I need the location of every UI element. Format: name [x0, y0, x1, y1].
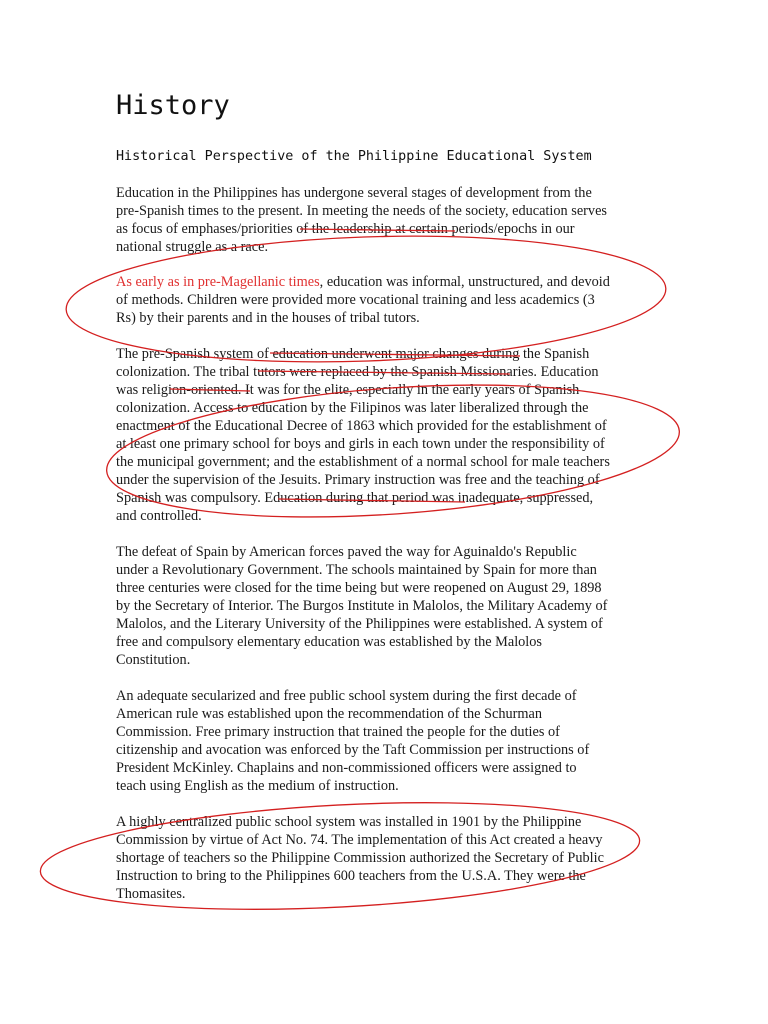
- paragraph-thomasites: [116, 813, 656, 903]
- paragraph-revolutionary: [116, 543, 656, 669]
- paragraph-spanish-era: [116, 345, 656, 525]
- text-line: A highly centralized public school system was installed in 1901 by the Philippine: [116, 814, 582, 830]
- text-line: Constitution.: [116, 652, 191, 668]
- page-title: History: [116, 90, 230, 121]
- paragraph-pre-magellanic: [116, 273, 656, 327]
- text-line: Spanish was compulsory. Education during that period was inadequate, suppressed,: [116, 490, 594, 506]
- text-line: Commission by virtue of Act No. 74. The implementation of this Act created a heavy: [116, 832, 603, 848]
- highlighted-phrase: As early as in pre-Magellanic times: [116, 274, 320, 290]
- text-line: Instruction to bring to the Philippines 600 teachers from the U.S.A. They were the: [116, 868, 586, 884]
- text-line: free and compulsory elementary education was established by the Malolos: [116, 634, 542, 650]
- text-line: of methods. Children were provided more vocational training and less academics (3: [116, 292, 595, 308]
- text-line: national struggle as a race.: [116, 239, 269, 255]
- text-line: Commission. Free primary instruction that trained the people for the duties of: [116, 724, 560, 740]
- text-line: enactment of the Educational Decree of 1863 which provided for the establishment of: [116, 418, 607, 434]
- text-line: by the Secretary of Interior. The Burgos Institute in Malolos, the Military Academy of: [116, 598, 608, 614]
- text-line: teach using English as the medium of instruction.: [116, 778, 399, 794]
- text-line: the municipal government; and the establishment of a normal school for male teachers: [116, 454, 610, 470]
- text-line: President McKinley. Chaplains and non-commissioned officers were assigned to: [116, 760, 577, 776]
- text-line: The pre-Spanish system of education underwent major changes during the Spanish: [116, 346, 590, 362]
- text-line: as focus of emphases/priorities of the leadership at certain periods/epochs in our: [116, 221, 575, 237]
- text-line: shortage of teachers so the Philippine Commission authorized the Secretary of Public: [116, 850, 604, 866]
- text-line: citizenship and avocation was enforced by the Taft Commission per instructions of: [116, 742, 590, 758]
- text-line: The defeat of Spain by American forces paved the way for Aguinaldo's Republic: [116, 544, 577, 560]
- text-line: under the supervision of the Jesuits. Primary instruction was free and the teaching of: [116, 472, 600, 488]
- text-line: American rule was established upon the recommendation of the Schurman: [116, 706, 542, 722]
- paragraph-intro: [116, 184, 656, 256]
- text-line: An adequate secularized and free public school system during the first decade of: [116, 688, 577, 704]
- text-line: was religion-oriented. It was for the elite, especially in the early years of Spanish: [116, 382, 580, 398]
- text-line-rest: , education was informal, unstructured, and devoid: [319, 274, 610, 290]
- text-line: at least one primary school for boys and girls in each town under the responsibility of: [116, 436, 605, 452]
- text-line: Thomasites.: [116, 886, 186, 902]
- paragraph-american-rule: [116, 687, 656, 795]
- text-line: [116, 273, 656, 291]
- text-line: under a Revolutionary Government. The schools maintained by Spain for more than: [116, 562, 597, 578]
- text-line: Malolos, and the Literary University of the Philippines were established. A system of: [116, 616, 603, 632]
- text-line: colonization. The tribal tutors were replaced by the Spanish Missionaries. Education: [116, 364, 599, 380]
- text-line: and controlled.: [116, 508, 202, 524]
- text-line: Education in the Philippines has undergone several stages of development from the: [116, 185, 592, 201]
- text-line: Rs) by their parents and in the houses of tribal tutors.: [116, 310, 420, 326]
- text-line: three centuries were closed for the time being but were reopened on August 29, 1898: [116, 580, 602, 596]
- text-line: colonization. Access to education by the Filipinos was later liberalized through the: [116, 400, 589, 416]
- text-line: pre-Spanish times to the present. In meeting the needs of the society, education serves: [116, 203, 607, 219]
- page-subtitle: Historical Perspective of the Philippine Educational System: [116, 149, 592, 164]
